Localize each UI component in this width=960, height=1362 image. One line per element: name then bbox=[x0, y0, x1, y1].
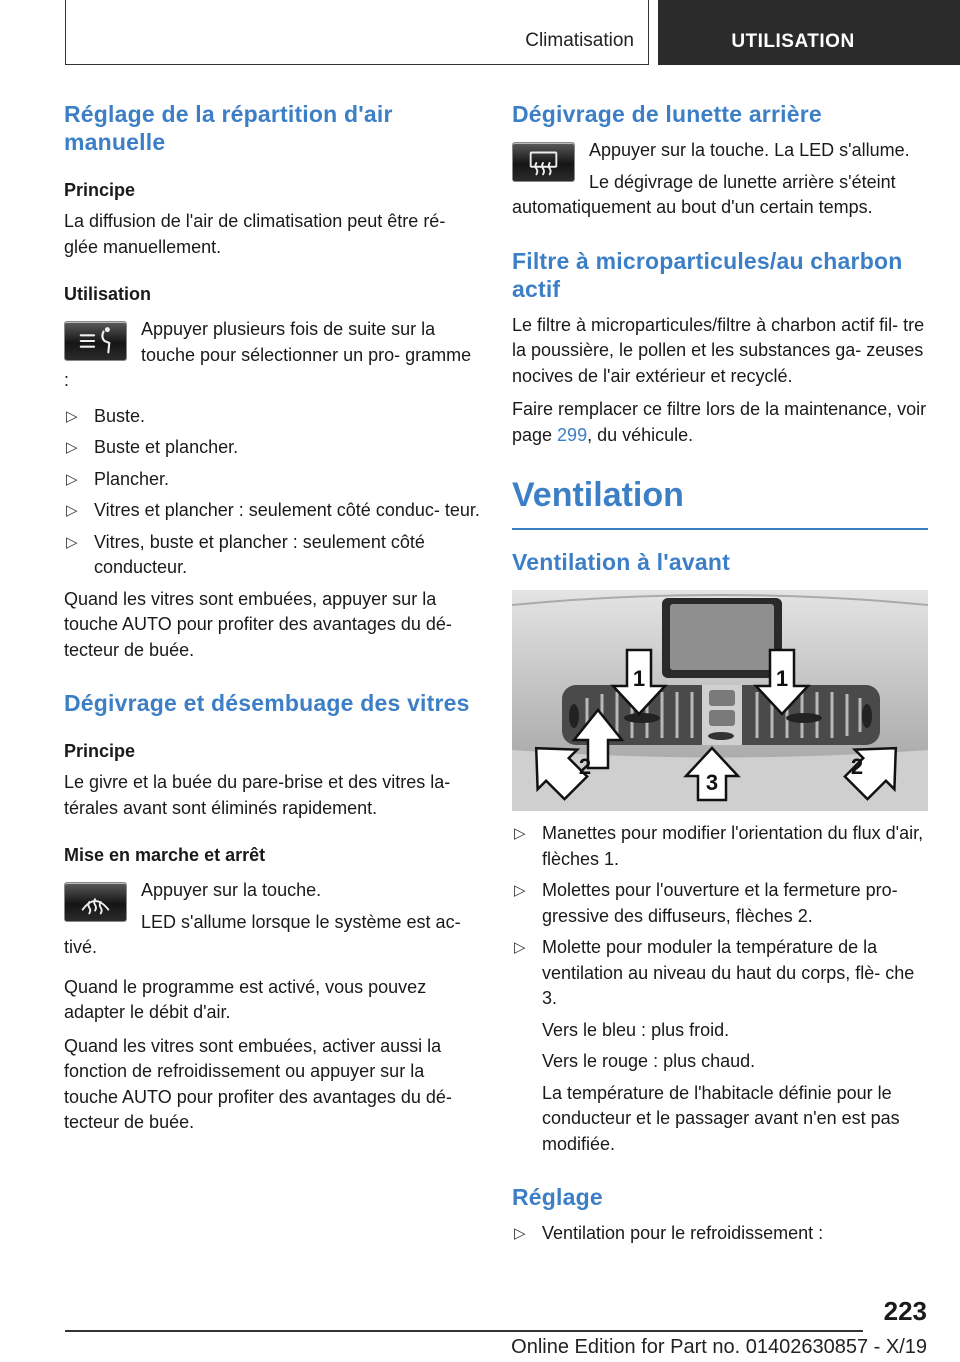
air-distribution-icon bbox=[64, 321, 127, 361]
text-debit: Quand le programme est activé, vous pouvez adapter le débit d'air. bbox=[64, 976, 427, 1022]
utilisation-block bbox=[64, 317, 480, 394]
heading-rear-defrost: Dégivrage de lunette arrière bbox=[512, 101, 822, 127]
callout-1-left: 1 bbox=[632, 666, 646, 691]
heading-defrost: Dégivrage et désembuage des vitres bbox=[64, 690, 470, 716]
header-section-title: Climatisation bbox=[525, 30, 634, 51]
heading-filter: Filtre à microparticules/au charbon actif bbox=[512, 247, 903, 302]
text-utilisation: Appuyer plusieurs fois de suite sur la touche pour sélectionner un pro‐ gramme : bbox=[64, 319, 472, 390]
dashboard-vents-image bbox=[512, 590, 928, 811]
subheading-principe-1: Principe bbox=[64, 180, 136, 200]
maintenance-text-after: , du véhicule. bbox=[587, 424, 694, 445]
text-lunette-2: Le dégivrage de lunette arrière s'éteint automatiquement au bout d'un certain temps. bbox=[512, 171, 896, 217]
list-item: ▷ Vitres, buste et plancher : seulement côté conducteur. bbox=[64, 530, 480, 581]
text-marche-1: Appuyer sur la touche. bbox=[141, 880, 322, 900]
list-item: ▷ Plancher. bbox=[64, 467, 480, 493]
header-section-box bbox=[65, 0, 649, 65]
subheading-principe-2: Principe bbox=[64, 741, 136, 761]
marche-block bbox=[64, 878, 480, 961]
programme-list bbox=[64, 404, 480, 581]
reglage-list bbox=[512, 1221, 928, 1247]
subheading-mise-en-marche: Mise en marche et arrêt bbox=[64, 845, 266, 865]
text-red: Vers le rouge : plus chaud. bbox=[542, 1051, 756, 1071]
heading-reglage: Réglage bbox=[512, 1184, 603, 1210]
header-chapter-tab bbox=[658, 0, 960, 65]
text-principe-1: La diffusion de l'air de climatisation peut être ré‐ glée manuellement. bbox=[64, 211, 446, 257]
callout-1-right: 1 bbox=[775, 666, 789, 691]
list-item: ▷ Molette pour moduler la température de la ventilation au niveau du haut du corps, flè‐ che 3. bbox=[512, 935, 928, 1012]
text-temperature-note: La température de l'habitacle définie pour le conducteur et le passager avant n'en est pas modifiée. bbox=[542, 1082, 900, 1154]
callout-2-right: 2 bbox=[850, 754, 864, 779]
text-principe-2: Le givre et la buée du pare-brise et des vitres la‐ térales avant sont éliminés rapidement. bbox=[64, 772, 451, 818]
vent-items-list bbox=[512, 821, 928, 1012]
list-item: ▷ Buste et plancher. bbox=[64, 435, 480, 461]
list-item: ▷ Vitres et plancher : seulement côté conduc‐ teur. bbox=[64, 498, 480, 524]
heading-rule bbox=[512, 528, 928, 530]
callout-2-left: 2 bbox=[578, 754, 592, 779]
text-refroidissement: Quand les vitres sont embuées, activer aussi la fonction de refroidissement ou appuyer sur la touche AUTO pour profiter des avantages du dé‐ tecteur de buée. bbox=[64, 1035, 452, 1132]
heading-air-distribution: Réglage de la répartition d'air manuelle bbox=[64, 101, 393, 155]
text-blue: Vers le bleu : plus froid. bbox=[542, 1019, 730, 1040]
right-column bbox=[512, 100, 928, 1253]
list-item: ▷ Ventilation pour le refroidissement : bbox=[512, 1221, 928, 1247]
text-marche-2: LED s'allume lorsque le système est ac‐ tivé. bbox=[64, 911, 461, 957]
maintenance-text-before: Faire remplacer ce filtre lors de la maintenance, voir page bbox=[512, 399, 927, 445]
heading-front-ventilation: Ventilation à l'avant bbox=[512, 549, 731, 575]
lunette-block bbox=[512, 138, 928, 221]
page-link-299[interactable]: 299 bbox=[557, 424, 588, 445]
header-chapter-title: UTILISATION bbox=[731, 31, 855, 52]
windshield-defrost-icon bbox=[64, 882, 127, 922]
list-item: ▷ Manettes pour modifier l'orientation du flux d'air, flèches 1. bbox=[512, 821, 928, 872]
rear-window-defrost-icon bbox=[512, 142, 575, 182]
list-item: ▷ Buste. bbox=[64, 404, 480, 430]
footer-rule bbox=[65, 1330, 863, 1332]
text-lunette-1: Appuyer sur la touche. La LED s'allume. bbox=[589, 140, 910, 160]
list-item: ▷ Molettes pour l'ouverture et la fermeture pro‐ gressive des diffuseurs, flèches 2. bbox=[512, 878, 928, 929]
page-number: 223 bbox=[883, 1296, 927, 1326]
text-maintenance bbox=[512, 397, 928, 448]
heading-ventilation: Ventilation bbox=[512, 476, 684, 514]
subheading-utilisation: Utilisation bbox=[64, 284, 152, 304]
footer-edition: Online Edition for Part no. 01402630857 - X/19 bbox=[511, 1336, 927, 1358]
text-filter: Le filtre à microparticules/filtre à charbon actif fil‐ tre la poussière, le pollen et les substances ga‐ zeuses nocives de l'air extérieur et recyclé. bbox=[512, 314, 925, 386]
left-column bbox=[64, 100, 480, 1136]
callout-3: 3 bbox=[705, 770, 719, 795]
text-auto-hint: Quand les vitres sont embuées, appuyer sur la touche AUTO pour profiter des avantages du dé‐ tecteur de buée. bbox=[64, 588, 452, 660]
